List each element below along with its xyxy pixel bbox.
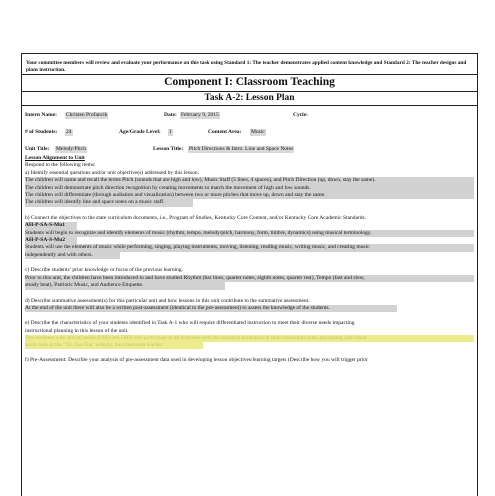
area-value: Music	[251, 129, 265, 135]
unit-label: Unit Title:	[25, 146, 50, 152]
students-label: # of Students:	[25, 129, 58, 135]
unit-value: Melody/Pitch	[56, 146, 86, 152]
question-d: d) Describe summative assessment(s) for this particular unit and how lessons in this unit contribute to the summative assessment.	[25, 297, 310, 304]
info-row-1	[25, 112, 474, 121]
standard-2-code: AH-P-SA-S-Mu2	[25, 237, 77, 244]
cycle-label: Cycle:	[293, 112, 308, 118]
age-value: 1	[169, 129, 172, 135]
standard-2-text-line-2: independently and with others.	[25, 252, 120, 259]
respond-text: Respond to the following items:	[25, 162, 96, 169]
students-value: 24	[66, 129, 72, 135]
answer-e-line-2: work such as the "Tic-Tac-Toe" activity, the classroom teacher.	[25, 342, 203, 349]
answer-e-line-1: Two students with special needs (EBD and OHI) will participate in all activities with the potential assistance of their classroom aides and during individual	[25, 335, 474, 342]
date-label: Date:	[164, 112, 177, 118]
info-row-2	[25, 129, 474, 138]
answer-c-line-1: Prior to this unit, the children have been introduced to and have studied Rhythm (bar lines, quarter notes, eighth notes, quarter rest), Tempo (fast and slow,	[25, 275, 474, 282]
document-body	[22, 106, 477, 364]
alignment-heading: Lesson Alignment to Unit	[25, 155, 85, 161]
standard-2-text-line-1: Students will use the elements of music while performing, singing, playing instruments, moving, listening, reading music, writing music, and creating music	[25, 244, 474, 251]
question-e-line-2: instructional planning in this lesson of the unit.	[25, 327, 129, 334]
answer-a-line-1: The children will name and recall the terms Pitch (sounds that are high and low), Music Staff (5 lines, 4 spaces), and Pitch Direction (up, down, stay the same).	[25, 177, 474, 184]
intern-value: Christen Profancik	[66, 112, 108, 118]
question-e-line-1: e) Describe the characteristics of your students identified in Task A-1 who will require differentiated instruction to meet their diverse needs impacting	[25, 320, 355, 327]
question-b: b) Connect the objectives to the state curriculum documents, i.e., Program of Studies, Kentucky Core Content, and/or Kentucky Core Academic Standards.	[25, 214, 367, 221]
question-a: a) Identify essential questions and/or unit objective(s) addressed by this lesson.	[25, 169, 199, 176]
lesson-plan-document	[21, 53, 478, 496]
info-row-3	[25, 146, 474, 155]
question-f: f) Pre-Assessment: Describe your analysis of pre-assessment data used in developing lesson objectives/learning targets (Describe how you will trigger prior	[25, 357, 368, 364]
answer-a-line-3: The children will differentiate (through audiation and visualization) between two or more pitches that move up, down and stay the same.	[25, 192, 474, 199]
answer-a-line-4: The children will identify line and space notes on a music staff.	[25, 199, 193, 206]
answer-c-line-2: steady beat), Patriotic Music, and Audience Etiquette.	[25, 282, 225, 289]
task-title: Task A-2: Lesson Plan	[22, 92, 477, 106]
age-label: Age/Grade Level:	[119, 129, 161, 135]
component-title: Component I: Classroom Teaching	[22, 75, 477, 92]
intern-label: Intern Name:	[25, 112, 57, 118]
lesson-value: Pitch Directions & Intro. Line and Space Notes	[189, 146, 294, 152]
standard-1-text: Students will begin to recognize and identify elements of music (rhythm, tempo, melody/pitch, harmony, form, timbre, dynamics) using musical terminology.	[25, 230, 474, 237]
standard-1-code: AH-P-SA-S-Mu1	[25, 222, 77, 229]
date-value: February 9, 2015	[181, 112, 219, 118]
lesson-label: Lesson Title:	[153, 146, 184, 152]
answer-a-line-2: The children will demonstrate pitch direction recognition by creating movements to match the movement of high and low sounds.	[25, 185, 474, 192]
intro-text: Your committee members will review and evaluate your performance on this task using Standard 1: The teacher demonstrates applied content knowledge and Standard 2: The teacher designs and plans instruction.	[22, 54, 477, 75]
answer-d: At the end of the unit there will also be a written post-assessment (identical to the pre-assessment) to assess the knowledge of the students.	[25, 305, 397, 312]
area-label: Content Area:	[208, 129, 242, 135]
question-c: c) Describe students’ prior knowledge or focus of the previous learning.	[25, 267, 183, 274]
